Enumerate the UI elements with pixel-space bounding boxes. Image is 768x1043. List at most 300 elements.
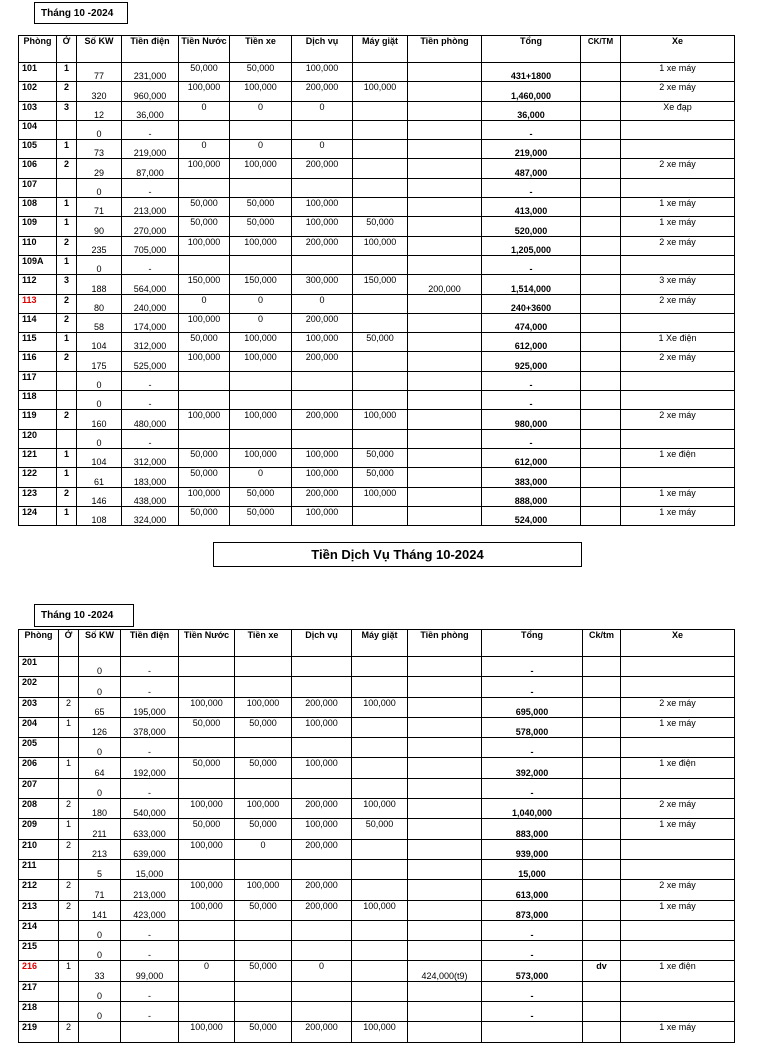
payment-method-cell <box>581 198 621 217</box>
room-fee-cell <box>408 333 482 352</box>
total-cell: 474,000 <box>482 313 581 332</box>
service-fee-cell: 0 <box>292 294 353 313</box>
payment-method-cell <box>581 63 621 82</box>
kw-cell: 71 <box>77 198 122 217</box>
room-number-cell: 213 <box>19 900 59 920</box>
service-fee-cell <box>292 941 352 961</box>
total-cell: 431+1800 <box>482 63 581 82</box>
vehicle-type-cell: 2 xe máy <box>621 799 735 819</box>
room-number-cell: 114 <box>19 313 57 332</box>
room-fee-cell <box>408 778 482 798</box>
payment-method-cell <box>583 819 621 839</box>
room-fee-cell <box>408 839 482 859</box>
vehicle-type-cell: 1 xe điện <box>621 758 735 778</box>
vehicle-type-cell: 1 xe máy <box>621 63 735 82</box>
parking-fee-cell <box>230 391 292 410</box>
electricity-fee-cell: 312,000 <box>122 333 179 352</box>
room-fee-cell <box>408 880 482 900</box>
parking-fee-cell: 100,000 <box>235 799 292 819</box>
room-fee-cell <box>408 1002 482 1022</box>
payment-method-cell <box>581 313 621 332</box>
kw-cell: 90 <box>77 217 122 236</box>
table-row <box>19 391 735 410</box>
water-fee-cell: 50,000 <box>179 468 230 487</box>
laundry-fee-cell: 50,000 <box>352 819 408 839</box>
kw-cell: 0 <box>77 391 122 410</box>
service-fee-cell: 0 <box>292 101 353 120</box>
occupants-cell: 1 <box>57 198 77 217</box>
parking-fee-cell: 100,000 <box>230 410 292 429</box>
table-row <box>19 198 735 217</box>
room-number-cell: 116 <box>19 352 57 371</box>
service-fee-cell: 0 <box>292 961 352 981</box>
laundry-fee-cell <box>352 941 408 961</box>
electricity-fee-cell: - <box>121 657 179 677</box>
laundry-fee-cell <box>353 101 408 120</box>
table-row <box>19 920 735 940</box>
table-row <box>19 738 735 758</box>
water-fee-cell <box>179 429 230 448</box>
kw-cell: 213 <box>79 839 121 859</box>
table-row <box>19 839 735 859</box>
service-fee-cell: 100,000 <box>292 819 352 839</box>
table-row <box>19 120 735 139</box>
laundry-fee-cell <box>353 178 408 197</box>
parking-fee-cell <box>230 429 292 448</box>
service-fee-cell <box>292 657 352 677</box>
water-fee-cell: 50,000 <box>179 819 235 839</box>
laundry-fee-cell <box>353 255 408 274</box>
kw-cell: 58 <box>77 313 122 332</box>
kw-cell: 5 <box>79 859 121 879</box>
vehicle-type-cell: 2 xe máy <box>621 82 735 101</box>
laundry-fee-cell <box>352 778 408 798</box>
total-cell: - <box>482 778 583 798</box>
table-row <box>19 275 735 294</box>
vehicle-type-cell: 2 xe máy <box>621 352 735 371</box>
parking-fee-cell: 100,000 <box>235 880 292 900</box>
kw-cell: 0 <box>77 371 122 390</box>
payment-method-cell: dv <box>583 961 621 981</box>
service-fee-cell: 200,000 <box>292 900 352 920</box>
service-fee-cell: 200,000 <box>292 313 353 332</box>
laundry-fee-cell <box>353 198 408 217</box>
table-row <box>19 981 735 1001</box>
parking-fee-cell: 100,000 <box>230 82 292 101</box>
electricity-fee-cell: 378,000 <box>121 717 179 737</box>
electricity-fee-cell: 99,000 <box>121 961 179 981</box>
kw-cell: 73 <box>77 140 122 159</box>
room-fee-cell <box>408 391 482 410</box>
total-cell: - <box>482 391 581 410</box>
room-number-cell: 108 <box>19 198 57 217</box>
laundry-fee-cell: 100,000 <box>352 1022 408 1042</box>
occupants-cell: 2 <box>57 352 77 371</box>
total-cell: 219,000 <box>482 140 581 159</box>
service-fee-cell: 200,000 <box>292 410 353 429</box>
vehicle-type-cell <box>621 657 735 677</box>
table-row <box>19 82 735 101</box>
room-number-cell: 204 <box>19 717 59 737</box>
electricity-fee-cell: 213,000 <box>121 880 179 900</box>
vehicle-type-cell: 1 Xe điện <box>621 333 735 352</box>
room-fee-cell <box>408 487 482 506</box>
laundry-fee-cell: 50,000 <box>353 333 408 352</box>
occupants-cell: 2 <box>57 159 77 178</box>
col-header-so-kw: Số KW <box>79 630 121 657</box>
parking-fee-cell: 50,000 <box>230 63 292 82</box>
table-row <box>19 961 735 981</box>
service-fee-cell: 100,000 <box>292 506 353 525</box>
laundry-fee-cell: 100,000 <box>353 487 408 506</box>
service-fee-cell: 100,000 <box>292 758 352 778</box>
room-number-cell: 206 <box>19 758 59 778</box>
parking-fee-cell <box>235 778 292 798</box>
col-header-tien-phong: Tiền phòng <box>408 36 482 63</box>
service-fee-cell: 100,000 <box>292 63 353 82</box>
payment-method-cell <box>581 391 621 410</box>
vehicle-type-cell <box>621 1002 735 1022</box>
table-row <box>19 778 735 798</box>
room-fee-table-floor-2 <box>18 629 735 1043</box>
table-row <box>19 657 735 677</box>
water-fee-cell: 50,000 <box>179 217 230 236</box>
total-cell: 36,000 <box>482 101 581 120</box>
parking-fee-cell <box>235 920 292 940</box>
col-header-tong: Tổng <box>482 36 581 63</box>
occupants-cell: 1 <box>57 255 77 274</box>
payment-method-cell <box>583 880 621 900</box>
water-fee-cell: 50,000 <box>179 63 230 82</box>
vehicle-type-cell: 1 xe máy <box>621 900 735 920</box>
water-fee-cell: 100,000 <box>179 880 235 900</box>
parking-fee-cell <box>230 371 292 390</box>
electricity-fee-cell: 540,000 <box>121 799 179 819</box>
electricity-fee-cell: 633,000 <box>121 819 179 839</box>
occupants-cell <box>57 178 77 197</box>
water-fee-cell: 100,000 <box>179 313 230 332</box>
room-fee-cell <box>408 941 482 961</box>
room-number-cell: 212 <box>19 880 59 900</box>
payment-method-cell <box>583 900 621 920</box>
room-number-cell: 113 <box>19 294 57 313</box>
col-header-may-giat: Máy giặt <box>353 36 408 63</box>
service-fee-cell: 200,000 <box>292 839 352 859</box>
kw-cell: 0 <box>79 778 121 798</box>
room-number-cell: 103 <box>19 101 57 120</box>
occupants-cell <box>59 738 79 758</box>
occupants-cell: 1 <box>59 717 79 737</box>
parking-fee-cell: 100,000 <box>230 448 292 467</box>
total-cell: - <box>482 178 581 197</box>
table-header-row <box>19 630 735 657</box>
room-fee-cell <box>408 178 482 197</box>
vehicle-type-cell <box>621 738 735 758</box>
occupants-cell <box>59 657 79 677</box>
room-fee-cell <box>408 859 482 879</box>
kw-cell: 80 <box>77 294 122 313</box>
table1-body <box>19 63 735 526</box>
laundry-fee-cell: 50,000 <box>353 217 408 236</box>
room-fee-cell <box>408 352 482 371</box>
room-fee-cell <box>408 900 482 920</box>
vehicle-type-cell: 1 xe điện <box>621 448 735 467</box>
room-fee-cell <box>408 236 482 255</box>
parking-fee-cell: 100,000 <box>230 333 292 352</box>
room-fee-cell <box>408 448 482 467</box>
laundry-fee-cell <box>352 717 408 737</box>
occupants-cell: 2 <box>59 900 79 920</box>
room-fee-cell: 200,000 <box>408 275 482 294</box>
occupants-cell <box>59 778 79 798</box>
occupants-cell: 2 <box>59 1022 79 1042</box>
occupants-cell: 2 <box>57 313 77 332</box>
total-cell: 524,000 <box>482 506 581 525</box>
payment-method-cell <box>583 1022 621 1042</box>
vehicle-type-cell: 1 xe máy <box>621 717 735 737</box>
kw-cell: 12 <box>77 101 122 120</box>
payment-method-cell <box>583 758 621 778</box>
room-fee-cell <box>408 313 482 332</box>
water-fee-cell <box>179 120 230 139</box>
service-fee-cell <box>292 255 353 274</box>
table-row <box>19 333 735 352</box>
occupants-cell: 3 <box>57 101 77 120</box>
occupants-cell: 2 <box>57 294 77 313</box>
electricity-fee-cell: 960,000 <box>122 82 179 101</box>
payment-method-cell <box>581 448 621 467</box>
payment-method-cell <box>583 717 621 737</box>
electricity-fee-cell: 240,000 <box>122 294 179 313</box>
occupants-cell: 2 <box>59 799 79 819</box>
col-header-dich-vu: Dịch vụ <box>292 630 352 657</box>
kw-cell: 104 <box>77 448 122 467</box>
water-fee-cell <box>179 778 235 798</box>
room-number-cell: 115 <box>19 333 57 352</box>
water-fee-cell: 0 <box>179 294 230 313</box>
service-fee-cell: 100,000 <box>292 448 353 467</box>
payment-method-cell <box>583 738 621 758</box>
kw-cell: 0 <box>77 429 122 448</box>
vehicle-type-cell: 2 xe máy <box>621 294 735 313</box>
table-row <box>19 900 735 920</box>
occupants-cell <box>59 981 79 1001</box>
room-fee-cell <box>408 738 482 758</box>
kw-cell: 141 <box>79 900 121 920</box>
payment-method-cell <box>581 120 621 139</box>
payment-method-cell <box>581 352 621 371</box>
vehicle-type-cell: 1 xe máy <box>621 506 735 525</box>
vehicle-type-cell <box>621 371 735 390</box>
kw-cell: 0 <box>77 255 122 274</box>
table-row <box>19 1022 735 1042</box>
service-fee-cell: 0 <box>292 140 353 159</box>
parking-fee-cell <box>235 738 292 758</box>
kw-cell: 126 <box>79 717 121 737</box>
vehicle-type-cell: 2 xe máy <box>621 697 735 717</box>
electricity-fee-cell: 213,000 <box>122 198 179 217</box>
occupants-cell <box>57 371 77 390</box>
parking-fee-cell: 50,000 <box>235 900 292 920</box>
laundry-fee-cell: 100,000 <box>352 799 408 819</box>
occupants-cell: 1 <box>57 468 77 487</box>
payment-method-cell <box>583 677 621 697</box>
water-fee-cell <box>179 941 235 961</box>
laundry-fee-cell <box>352 657 408 677</box>
electricity-fee-cell: - <box>122 429 179 448</box>
laundry-fee-cell <box>353 120 408 139</box>
electricity-fee-cell: 480,000 <box>122 410 179 429</box>
table-row <box>19 859 735 879</box>
occupants-cell: 2 <box>57 410 77 429</box>
laundry-fee-cell <box>353 63 408 82</box>
parking-fee-cell: 50,000 <box>230 198 292 217</box>
room-fee-cell <box>408 677 482 697</box>
electricity-fee-cell: - <box>121 778 179 798</box>
laundry-fee-cell <box>353 429 408 448</box>
service-fee-cell <box>292 778 352 798</box>
table-row <box>19 313 735 332</box>
vehicle-type-cell <box>621 468 735 487</box>
laundry-fee-cell <box>352 758 408 778</box>
parking-fee-cell: 50,000 <box>235 758 292 778</box>
laundry-fee-cell <box>352 981 408 1001</box>
table-row <box>19 255 735 274</box>
room-number-cell: 122 <box>19 468 57 487</box>
water-fee-cell <box>179 371 230 390</box>
laundry-fee-cell: 150,000 <box>353 275 408 294</box>
vehicle-type-cell <box>621 429 735 448</box>
payment-method-cell <box>581 410 621 429</box>
water-fee-cell <box>179 1002 235 1022</box>
service-fee-cell: 100,000 <box>292 468 353 487</box>
service-fee-cell: 100,000 <box>292 333 353 352</box>
vehicle-type-cell <box>621 178 735 197</box>
water-fee-cell: 100,000 <box>179 900 235 920</box>
vehicle-type-cell <box>621 941 735 961</box>
kw-cell: 235 <box>77 236 122 255</box>
electricity-fee-cell: 270,000 <box>122 217 179 236</box>
vehicle-type-cell: 2 xe máy <box>621 236 735 255</box>
col-header-tong: Tổng <box>482 630 583 657</box>
total-cell: 383,000 <box>482 468 581 487</box>
payment-method-cell <box>581 255 621 274</box>
total-cell: 1,040,000 <box>482 799 583 819</box>
kw-cell: 0 <box>77 178 122 197</box>
laundry-fee-cell: 100,000 <box>353 82 408 101</box>
table-row <box>19 217 735 236</box>
kw-cell: 160 <box>77 410 122 429</box>
kw-cell: 0 <box>79 657 121 677</box>
table-row <box>19 468 735 487</box>
service-fee-cell: 200,000 <box>292 1022 352 1042</box>
payment-method-cell <box>583 839 621 859</box>
service-fee-cell: 200,000 <box>292 236 353 255</box>
service-fee-cell: 100,000 <box>292 198 353 217</box>
table-row <box>19 159 735 178</box>
total-cell: - <box>482 981 583 1001</box>
laundry-fee-cell <box>352 880 408 900</box>
parking-fee-cell <box>235 981 292 1001</box>
service-fee-cell: 100,000 <box>292 217 353 236</box>
electricity-fee-cell: 438,000 <box>122 487 179 506</box>
kw-cell: 188 <box>77 275 122 294</box>
table-row <box>19 487 735 506</box>
electricity-fee-cell: - <box>121 981 179 1001</box>
payment-method-cell <box>581 275 621 294</box>
room-fee-cell <box>408 1022 482 1042</box>
col-header-tien-dien: Tiền điện <box>122 36 179 63</box>
room-number-cell: 210 <box>19 839 59 859</box>
electricity-fee-cell: - <box>122 255 179 274</box>
service-fee-cell <box>292 738 352 758</box>
water-fee-cell <box>179 657 235 677</box>
col-header-xe: Xe <box>621 36 735 63</box>
parking-fee-cell: 50,000 <box>235 717 292 737</box>
room-fee-cell <box>408 697 482 717</box>
parking-fee-cell: 50,000 <box>230 487 292 506</box>
occupants-cell: 1 <box>59 819 79 839</box>
room-number-cell: 216 <box>19 961 59 981</box>
laundry-fee-cell: 100,000 <box>352 697 408 717</box>
parking-fee-cell: 50,000 <box>235 819 292 839</box>
electricity-fee-cell <box>121 1022 179 1042</box>
water-fee-cell: 50,000 <box>179 506 230 525</box>
table2-month-label: Tháng 10 -2024 <box>34 604 134 627</box>
electricity-fee-cell: 183,000 <box>122 468 179 487</box>
water-fee-cell: 100,000 <box>179 410 230 429</box>
room-number-cell: 203 <box>19 697 59 717</box>
payment-method-cell <box>581 333 621 352</box>
room-fee-cell <box>408 657 482 677</box>
room-fee-cell: 424,000(t9) <box>408 961 482 981</box>
service-fee-cell: 300,000 <box>292 275 353 294</box>
laundry-fee-cell <box>353 140 408 159</box>
room-number-cell: 118 <box>19 391 57 410</box>
service-fee-cell: 200,000 <box>292 487 353 506</box>
total-cell: - <box>482 677 583 697</box>
payment-method-cell <box>581 159 621 178</box>
vehicle-type-cell <box>621 255 735 274</box>
room-fee-cell <box>408 506 482 525</box>
col-header-o: Ở <box>57 36 77 63</box>
water-fee-cell <box>179 859 235 879</box>
vehicle-type-cell <box>621 778 735 798</box>
occupants-cell: 2 <box>59 697 79 717</box>
service-fee-cell: 200,000 <box>292 697 352 717</box>
laundry-fee-cell <box>352 677 408 697</box>
payment-method-cell <box>581 429 621 448</box>
water-fee-cell <box>179 391 230 410</box>
total-cell: 612,000 <box>482 448 581 467</box>
electricity-fee-cell: - <box>121 1002 179 1022</box>
parking-fee-cell: 0 <box>235 839 292 859</box>
total-cell: 520,000 <box>482 217 581 236</box>
total-cell: - <box>482 371 581 390</box>
col-header-tien-nuoc: Tiền Nước <box>179 630 235 657</box>
laundry-fee-cell <box>353 371 408 390</box>
service-fee-cell <box>292 859 352 879</box>
kw-cell: 0 <box>79 981 121 1001</box>
room-fee-cell <box>408 429 482 448</box>
water-fee-cell: 100,000 <box>179 159 230 178</box>
parking-fee-cell <box>230 178 292 197</box>
room-number-cell: 207 <box>19 778 59 798</box>
kw-cell: 146 <box>77 487 122 506</box>
parking-fee-cell <box>235 1002 292 1022</box>
total-cell: 487,000 <box>482 159 581 178</box>
water-fee-cell: 50,000 <box>179 717 235 737</box>
